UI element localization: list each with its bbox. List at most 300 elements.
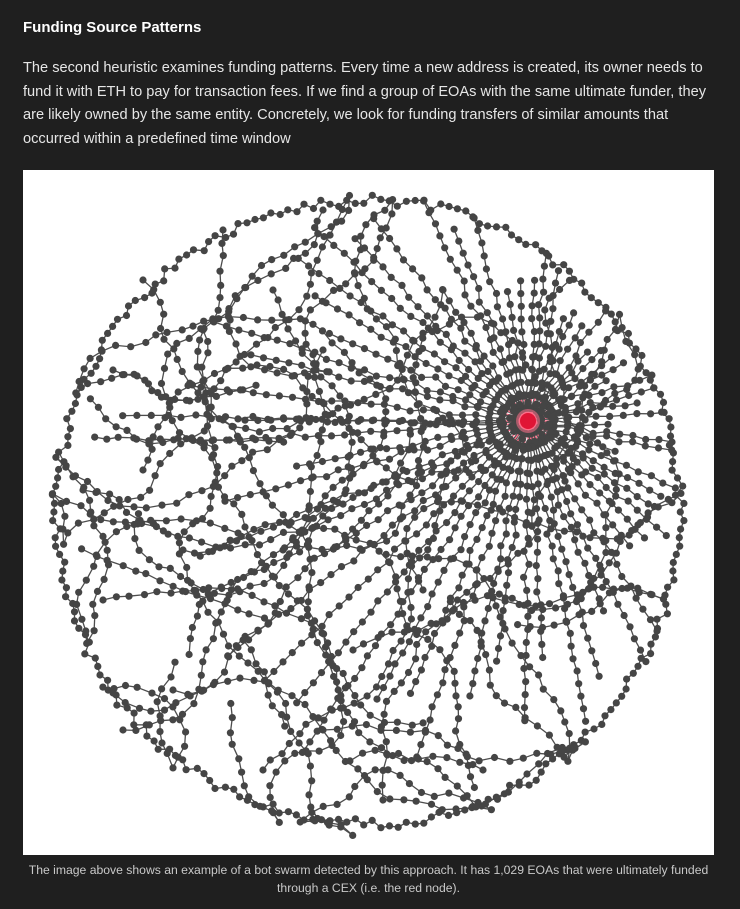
eoa-node [533,562,540,569]
eoa-node [606,413,613,420]
eoa-node [334,695,341,702]
eoa-node [296,739,303,746]
eoa-node [407,690,414,697]
eoa-node [305,262,312,269]
eoa-node [647,641,654,648]
eoa-node [169,716,176,723]
eoa-node [301,528,308,535]
eoa-node [478,370,485,377]
eoa-node [323,356,330,363]
eoa-node [148,412,155,419]
eoa-node [293,511,300,518]
eoa-node [490,320,497,327]
eoa-node [620,412,627,419]
eoa-node [629,438,636,445]
eoa-node [483,265,490,272]
eoa-node [493,290,500,297]
eoa-node [390,339,397,346]
eoa-node [434,765,441,772]
eoa-node [208,493,215,500]
eoa-node [428,643,435,650]
eoa-node [375,516,382,523]
eoa-node [469,761,476,768]
eoa-node [344,709,351,716]
eoa-node [299,345,306,352]
eoa-node [557,398,564,405]
eoa-node [505,789,512,796]
eoa-node [158,685,165,692]
eoa-node [452,727,459,734]
eoa-node [122,682,129,689]
eoa-node [60,541,67,548]
eoa-node [655,503,662,510]
eoa-node [522,522,529,529]
eoa-node [560,261,567,268]
eoa-node [488,530,495,537]
eoa-node [319,243,326,250]
eoa-node [626,623,633,630]
eoa-node [610,383,617,390]
eoa-node [543,531,550,538]
eoa-node [234,220,241,227]
eoa-node [110,518,117,525]
eoa-node [482,801,489,808]
eoa-node [179,546,186,553]
eoa-node [318,669,325,676]
eoa-node [538,614,545,621]
eoa-node [289,649,296,656]
eoa-node [160,336,167,343]
eoa-node [471,784,478,791]
eoa-node [672,484,679,491]
eoa-node [87,395,94,402]
eoa-node [96,355,103,362]
eoa-node [481,617,488,624]
eoa-node [680,517,687,524]
eoa-node [437,546,444,553]
eoa-node [540,686,547,693]
eoa-node [236,793,243,800]
eoa-node [547,370,554,377]
eoa-node [460,603,467,610]
eoa-node [382,408,389,415]
eoa-node [225,313,232,320]
eoa-node [523,587,530,594]
eoa-node [613,561,620,568]
eoa-node [449,393,456,400]
eoa-node [386,374,393,381]
eoa-node [262,434,269,441]
eoa-node [256,541,263,548]
eoa-node [195,686,202,693]
eoa-node [373,496,380,503]
eoa-node [131,535,138,542]
eoa-node [301,689,308,696]
eoa-node [200,586,207,593]
eoa-node [509,544,516,551]
eoa-node [458,497,465,504]
eoa-node [539,654,546,661]
eoa-node [334,801,341,808]
eoa-node [83,577,90,584]
eoa-node [469,593,476,600]
eoa-node [267,209,274,216]
eoa-node [63,462,70,469]
eoa-node [436,232,443,239]
eoa-node [340,670,347,677]
eoa-node [135,510,142,517]
eoa-node [322,492,329,499]
eoa-node [353,530,360,537]
eoa-node [457,546,464,553]
eoa-node [322,299,329,306]
eoa-node [461,350,468,357]
eoa-node [529,302,536,309]
eoa-node [576,383,583,390]
eoa-node [386,385,393,392]
eoa-node [230,423,237,430]
eoa-node [270,668,277,675]
eoa-node [525,782,532,789]
eoa-node [574,667,581,674]
eoa-node [230,500,237,507]
eoa-node [402,343,409,350]
eoa-node [113,423,120,430]
eoa-node [669,467,676,474]
eoa-node [291,750,298,757]
eoa-node [279,311,286,318]
eoa-node [131,710,138,717]
eoa-node [354,429,361,436]
eoa-node [306,418,313,425]
eoa-node [373,382,380,389]
eoa-node [311,817,318,824]
eoa-node [250,467,257,474]
eoa-node [639,606,646,613]
eoa-node [601,712,608,719]
eoa-node [578,471,585,478]
eoa-node [429,556,436,563]
eoa-node [451,468,458,475]
eoa-node [280,366,287,373]
eoa-node [395,481,402,488]
eoa-node [342,537,349,544]
eoa-node [294,574,301,581]
eoa-node [591,383,598,390]
eoa-node [653,627,660,634]
eoa-node [437,339,444,346]
eoa-node [431,314,438,321]
eoa-node [536,314,543,321]
eoa-node [609,521,616,528]
eoa-node [253,361,260,368]
eoa-node [428,801,435,808]
eoa-node [554,488,561,495]
eoa-node [221,543,228,550]
eoa-node [355,489,362,496]
eoa-node [248,646,255,653]
eoa-node [586,481,593,488]
eoa-node [237,386,244,393]
eoa-node [517,379,524,386]
eoa-node [612,470,619,477]
eoa-node [63,498,70,505]
eoa-node [388,295,395,302]
eoa-node [516,401,524,409]
eoa-node [156,577,163,584]
eoa-node [621,612,628,619]
eoa-node [190,246,197,253]
eoa-node [225,305,232,312]
eoa-node [241,523,248,530]
eoa-node [176,429,183,436]
eoa-node [316,388,323,395]
eoa-node [224,365,231,372]
eoa-node [398,679,405,686]
eoa-node [484,222,491,229]
eoa-node [165,531,172,538]
eoa-node [472,411,479,418]
eoa-node [592,413,599,420]
eoa-node [415,457,422,464]
eoa-node [204,338,211,345]
eoa-node [399,385,406,392]
eoa-node [267,417,274,424]
eoa-node [209,548,216,555]
eoa-node [428,620,435,627]
eoa-node [76,378,83,385]
eoa-node [310,679,317,686]
eoa-node [379,479,386,486]
eoa-node [335,686,342,693]
eoa-node [228,463,235,470]
eoa-node [179,368,186,375]
eoa-node [531,290,538,297]
eoa-node [157,435,164,442]
eoa-node [277,598,284,605]
eoa-node [236,675,243,682]
eoa-node [365,507,372,514]
eoa-node [239,365,246,372]
eoa-node [613,486,620,493]
eoa-node [616,311,623,318]
eoa-node [432,323,439,330]
eoa-node [415,547,422,554]
eoa-node [494,303,501,310]
eoa-node [384,356,391,363]
eoa-node [657,391,664,398]
eoa-node [537,628,544,635]
eoa-node [401,537,408,544]
eoa-node [412,361,419,368]
eoa-node [467,521,474,528]
eoa-node [302,721,309,728]
eoa-node [433,407,440,414]
eoa-node [157,717,164,724]
eoa-node [119,726,126,733]
eoa-node [555,267,562,274]
eoa-node [178,515,185,522]
eoa-node [68,408,75,415]
eoa-node [645,500,652,507]
eoa-node [284,206,291,213]
eoa-node [166,399,173,406]
eoa-node [655,436,662,443]
eoa-node [484,309,491,316]
eoa-node [280,562,287,569]
eoa-node [298,597,305,604]
eoa-node [502,429,510,437]
eoa-node [173,340,180,347]
eoa-node [416,463,423,470]
eoa-node [250,389,257,396]
eoa-node [464,753,471,760]
eoa-node [596,673,603,680]
eoa-node [603,432,610,439]
eoa-node [413,798,420,805]
eoa-node [378,744,385,751]
eoa-node [388,210,395,217]
eoa-node [613,396,620,403]
eoa-node [448,316,455,323]
eoa-node [262,521,269,528]
eoa-node [417,614,424,621]
eoa-node [458,513,465,520]
eoa-node [250,526,257,533]
eoa-node [310,360,317,367]
eoa-node [525,535,532,542]
eoa-node [623,685,630,692]
eoa-node [242,425,249,432]
eoa-node [580,454,587,461]
eoa-node [275,296,282,303]
eoa-node [478,630,485,637]
eoa-node [446,297,453,304]
eoa-node [447,433,454,440]
eoa-node [456,357,463,364]
eoa-node [478,643,485,650]
eoa-node [224,386,231,393]
eoa-node [165,412,172,419]
eoa-node [452,309,459,316]
eoa-node [307,281,314,288]
eoa-node [399,649,406,656]
eoa-node [612,448,619,455]
eoa-node [307,763,314,770]
eoa-node [372,766,379,773]
eoa-node [560,513,567,520]
eoa-node [326,201,333,208]
eoa-node [451,509,458,516]
eoa-node [62,593,69,600]
eoa-node [132,297,139,304]
eoa-node [208,404,215,411]
eoa-node [396,502,403,509]
eoa-node [412,678,419,685]
eoa-node [314,230,321,237]
eoa-node [307,306,314,313]
eoa-node [152,331,159,338]
eoa-node [379,263,386,270]
eoa-node [420,719,427,726]
eoa-node [360,461,367,468]
eoa-node [335,649,342,656]
eoa-node [349,439,356,446]
eoa-node [301,565,308,572]
eoa-node [52,543,59,550]
eoa-node [340,718,347,725]
eoa-node [161,365,168,372]
eoa-node [653,616,660,623]
eoa-node [101,576,108,583]
eoa-node [670,559,677,566]
eoa-node [359,547,366,554]
eoa-node [393,427,400,434]
eoa-node [625,330,632,337]
eoa-node [618,573,625,580]
eoa-node [274,369,281,376]
eoa-node [137,494,144,501]
eoa-node [418,666,425,673]
eoa-node [345,453,352,460]
article [23,0,717,151]
eoa-node [403,819,410,826]
eoa-node [280,252,287,259]
eoa-node [408,478,415,485]
eoa-node [575,680,582,687]
eoa-node [256,428,263,435]
eoa-node [113,528,120,535]
eoa-node [507,301,514,308]
eoa-node [96,671,103,678]
eoa-node [404,550,411,557]
eoa-node [563,498,570,505]
eoa-node [367,326,374,333]
eoa-node [514,550,521,557]
eoa-node [336,359,343,366]
eoa-node [108,375,115,382]
eoa-node [366,738,373,745]
eoa-node [565,414,572,421]
eoa-node [275,435,282,442]
eoa-node [394,585,401,592]
eoa-node [560,592,567,599]
eoa-node [632,526,639,533]
eoa-node [537,493,544,500]
eoa-node [431,793,438,800]
eoa-node [373,696,380,703]
eoa-node [82,627,89,634]
eoa-node [310,515,317,522]
eoa-node [648,472,655,479]
eoa-node [506,505,513,512]
eoa-node [468,330,475,337]
eoa-node [551,622,558,629]
eoa-node [383,738,390,745]
eoa-node [609,403,616,410]
eoa-node [464,262,471,269]
eoa-node [499,620,506,627]
eoa-node [387,621,394,628]
eoa-node [606,559,613,566]
eoa-node [452,474,459,481]
eoa-node [455,386,462,393]
eoa-node [615,438,622,445]
eoa-node [476,757,483,764]
eoa-node [164,750,171,757]
eoa-node [132,568,139,575]
eoa-node [531,496,538,503]
